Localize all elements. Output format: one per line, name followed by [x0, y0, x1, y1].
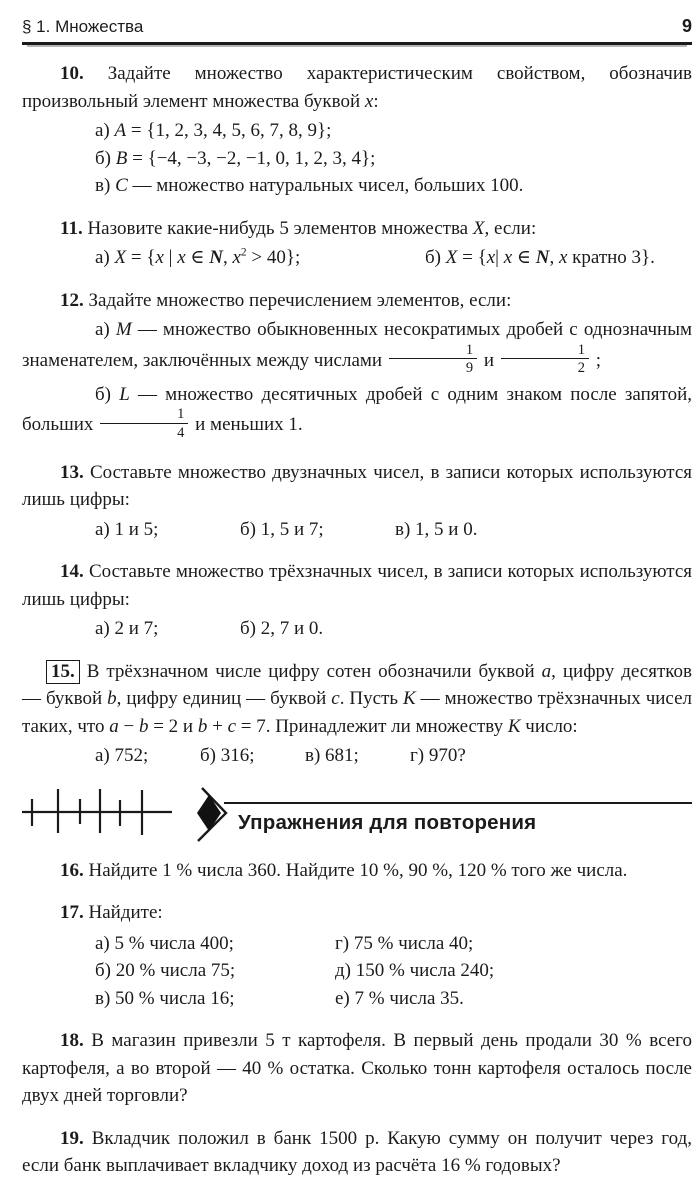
- text-run: е) 7 % числа 35.: [335, 987, 464, 1009]
- item-cell: [395, 516, 477, 544]
- text-run: кратно 3}.: [567, 247, 655, 268]
- text-run: Составьте множество двузначных чисел, в записи которых используются лишь цифры:: [22, 461, 692, 511]
- math-var: b: [197, 715, 208, 737]
- grid-cell: [335, 985, 464, 1013]
- item-cell: [95, 516, 240, 544]
- text-run: д) 150 % числа 240;: [335, 960, 495, 982]
- text-run: = {: [126, 247, 156, 268]
- task-number: 16.: [60, 859, 84, 881]
- fraction: [501, 342, 589, 377]
- math-var: x: [503, 247, 513, 268]
- task-paragraph: [22, 60, 692, 115]
- task-item-grid: [22, 930, 692, 1013]
- text-run: ,: [549, 247, 559, 268]
- grid-row: [95, 985, 692, 1013]
- text-run: ∈: [185, 247, 210, 268]
- superscript: 2: [240, 246, 247, 259]
- item-cell: [240, 615, 323, 643]
- task-item-line: [95, 117, 692, 145]
- item-cell: [95, 742, 200, 770]
- math-var: X: [445, 247, 458, 268]
- text-run: > 40};: [246, 247, 301, 268]
- math-var: x: [558, 247, 568, 268]
- text-run: Вкладчик положил в банк 1500 р. Какую сумму он получит через год, если банк выплачивает вкладчику доход из расчёта 16 % годовых?: [22, 1127, 692, 1177]
- text-run: . Пусть: [339, 688, 404, 710]
- text-run: — множество обыкновенных несократимых дробей с однозначным знаменателем, заключённых между числами: [22, 319, 692, 371]
- text-run: а) 1 и 5;: [95, 518, 159, 540]
- fraction-denominator: 2: [577, 360, 585, 377]
- math-var: K: [507, 715, 521, 737]
- grid-cell: [95, 985, 335, 1013]
- text-run: — множество десятичных дробей с одним знаком после запятой, больших: [22, 383, 692, 436]
- text-run: |: [163, 247, 178, 268]
- math-var: x: [177, 247, 186, 268]
- task-paragraph: [22, 287, 692, 315]
- grid-row: [95, 957, 692, 985]
- item-cell: [95, 615, 240, 643]
- item-cell: [200, 742, 305, 770]
- text-run: а): [95, 319, 116, 340]
- page-body: [22, 60, 692, 1180]
- text-run: а): [95, 120, 115, 141]
- text-run: б) 20 % числа 75;: [95, 960, 236, 982]
- text-run: −: [118, 715, 139, 737]
- text-run: , цифру десятков — буквой: [22, 660, 693, 710]
- math-var: x: [155, 247, 164, 268]
- math-var: N: [535, 247, 550, 268]
- task-number: 10.: [60, 63, 84, 84]
- task-number: 13.: [60, 461, 84, 483]
- math-var: c: [227, 715, 236, 737]
- math-var: A: [114, 120, 127, 141]
- text-run: В магазин привезли 5 т картофеля. В первый день продали 30 % всего картофеля, а во второй — 40 % остатка. Сколько тонн картофеля осталось после двух дней торговли?: [22, 1030, 692, 1107]
- math-var: X: [114, 247, 127, 268]
- text-run: г) 970?: [410, 745, 466, 767]
- math-var: x: [364, 90, 374, 112]
- task-number: 18.: [60, 1030, 84, 1052]
- text-run: Составьте множество трёхзначных чисел, в записи которых используются лишь цифры:: [22, 561, 692, 610]
- text-run: число:: [520, 715, 578, 737]
- math-var: N: [209, 247, 223, 268]
- item-cell: [305, 742, 410, 770]
- math-var: b: [107, 688, 117, 710]
- text-run: = 2 и: [148, 715, 198, 737]
- task-paragraph: [22, 1027, 692, 1110]
- task-paragraph: [22, 215, 692, 243]
- task-paragraph: [22, 899, 692, 927]
- fraction-denominator: 4: [177, 425, 185, 442]
- review-section: [22, 857, 692, 1180]
- text-run: ;: [591, 349, 602, 371]
- page-header: [22, 16, 692, 45]
- text-run: Найдите:: [83, 902, 163, 924]
- fraction: [389, 342, 477, 377]
- text-run: = 7. Принадлежит ли множеству: [236, 715, 508, 737]
- text-run: Найдите 1 % числа 360. Найдите 10 %, 90 %, 120 % того же числа.: [83, 859, 628, 881]
- math-var: c: [331, 688, 340, 710]
- task-number: 11.: [60, 217, 83, 239]
- grid-cell: [95, 957, 335, 985]
- text-run: в) 1, 5 и 0.: [395, 518, 478, 540]
- task-item-row: [95, 742, 692, 770]
- math-var: C: [115, 175, 128, 196]
- task-item-row: [95, 516, 692, 544]
- grid-row: [95, 930, 692, 958]
- math-var: M: [115, 319, 132, 340]
- text-run: а): [95, 247, 115, 268]
- text-run: в) 681;: [305, 745, 359, 767]
- task-number: 14.: [60, 561, 84, 583]
- text-run: а) 2 и 7;: [95, 618, 159, 640]
- review-rule: [224, 802, 692, 804]
- math-var: x: [232, 247, 241, 268]
- tasks-section: [22, 60, 692, 770]
- fraction-denominator: 9: [465, 360, 474, 377]
- math-var: a: [541, 660, 552, 682]
- text-run: б) 1, 5 и 7;: [240, 518, 324, 540]
- text-run: и: [479, 349, 499, 371]
- task-number: 17.: [60, 902, 84, 924]
- text-run: ,: [222, 247, 233, 268]
- task-item-wrapped: [22, 381, 692, 444]
- task-item-line: [95, 145, 692, 173]
- review-heading: Упражнения для повторения: [238, 810, 537, 834]
- text-run: |: [495, 247, 504, 268]
- math-var: a: [109, 715, 119, 737]
- math-var: B: [115, 147, 128, 169]
- text-run: , цифру единиц — буквой: [116, 688, 332, 710]
- task-paragraph: [22, 857, 692, 885]
- math-var: L: [119, 383, 130, 405]
- grid-cell: [335, 957, 494, 985]
- task-paragraph: [22, 459, 692, 514]
- grid-cell: [95, 930, 335, 958]
- grid-cell: [335, 930, 473, 958]
- task-paragraph: [22, 1125, 692, 1180]
- text-run: , если:: [484, 217, 537, 239]
- text-run: б) 2, 7 и 0.: [240, 618, 324, 640]
- text-run: Назовите какие-нибудь 5 элементов множества: [82, 217, 473, 239]
- boxed-task-number: 15.: [46, 660, 80, 684]
- text-run: б): [95, 383, 120, 405]
- task-item-row: [95, 244, 692, 272]
- item-cell: [410, 742, 466, 770]
- page-number: 9: [681, 16, 692, 36]
- task-number: 19.: [60, 1127, 84, 1149]
- text-run: б): [95, 147, 116, 169]
- task-item-wrapped: [22, 316, 692, 379]
- text-run: в) 50 % числа 16;: [95, 987, 235, 1009]
- item-cell: [425, 244, 655, 272]
- tick-ornament-icon: [22, 786, 172, 838]
- text-run: В трёхзначном числе цифру сотен обозначили буквой: [79, 660, 542, 682]
- text-run: = {: [457, 247, 487, 268]
- fraction: [100, 406, 188, 441]
- text-run: Задайте множество перечислением элементов, если:: [83, 289, 512, 311]
- item-cell: [95, 244, 425, 272]
- text-run: б): [425, 247, 446, 268]
- math-var: K: [403, 688, 416, 710]
- text-run: +: [207, 715, 228, 737]
- text-run: ∈: [512, 247, 536, 268]
- text-run: а) 752;: [95, 745, 149, 767]
- text-run: а) 5 % числа 400;: [95, 932, 234, 954]
- item-cell: [240, 516, 395, 544]
- task-item-row: [95, 615, 692, 643]
- math-var: x: [486, 247, 496, 268]
- task-paragraph: [22, 658, 692, 741]
- text-run: = {1, 2, 3, 4, 5, 6, 7, 8, 9};: [126, 120, 332, 141]
- text-run: и меньших 1.: [190, 414, 303, 436]
- review-divider: [22, 784, 692, 842]
- math-var: X: [472, 217, 485, 239]
- task-item-line: [95, 172, 692, 200]
- text-run: Задайте множество характеристическим свойством, обозначив произвольный элемент множества буквой: [22, 63, 692, 112]
- text-run: — множество натуральных чисел, больших 100.: [127, 175, 524, 196]
- task-number: 12.: [60, 289, 84, 311]
- text-run: — множество трёхзначных чисел таких, что: [22, 688, 693, 737]
- review-rule-block: [224, 784, 692, 835]
- fraction-numerator: 1: [501, 342, 589, 360]
- section-label: § 1. Множества: [22, 17, 144, 36]
- fraction-numerator: 1: [100, 406, 188, 424]
- task-paragraph: [22, 558, 692, 613]
- text-run: г) 75 % числа 40;: [335, 932, 474, 954]
- text-run: :: [373, 90, 379, 112]
- text-run: = {−4, −3, −2, −1, 0, 1, 2, 3, 4};: [127, 147, 376, 169]
- fraction-numerator: 1: [389, 342, 477, 360]
- text-run: в): [95, 175, 116, 196]
- math-var: b: [138, 715, 149, 737]
- text-run: б) 316;: [200, 745, 255, 767]
